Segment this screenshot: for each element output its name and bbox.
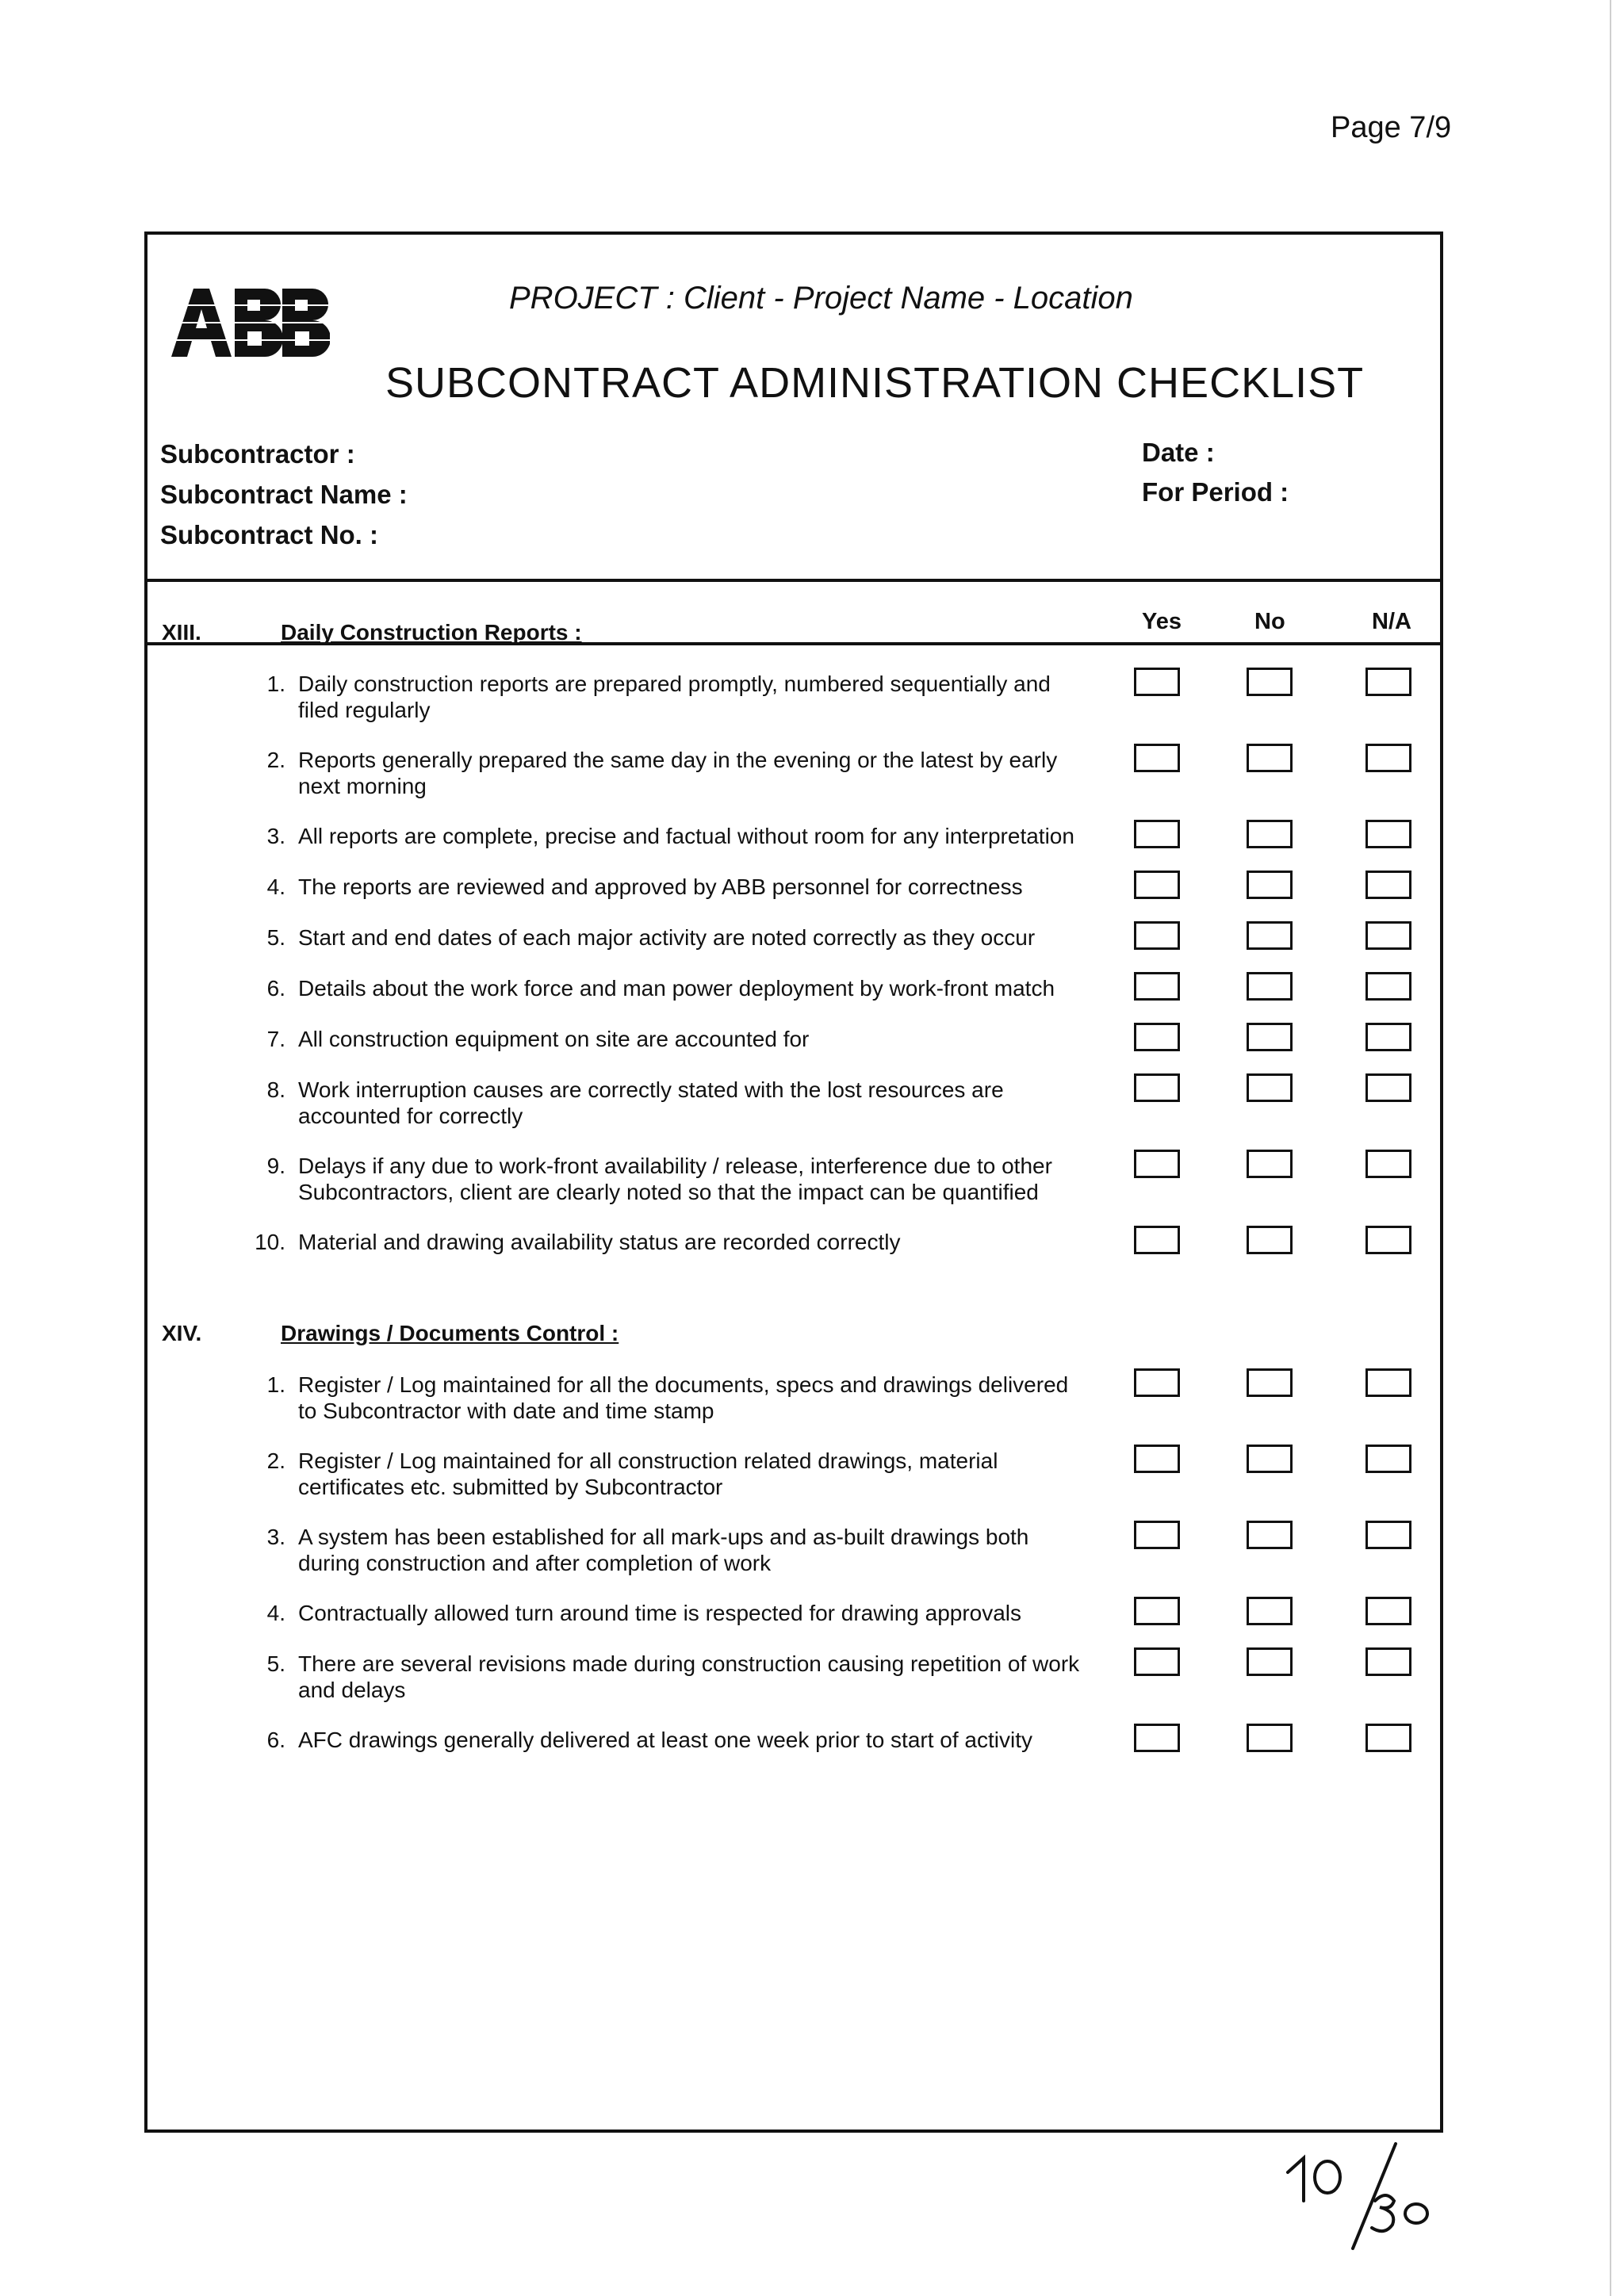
checkbox-no[interactable] bbox=[1247, 820, 1293, 848]
date-label: Date : bbox=[1142, 438, 1215, 467]
item-text: Contractually allowed turn around time is respected for drawing approvals bbox=[298, 1601, 1022, 1625]
item-text: All construction equipment on site are accounted for bbox=[298, 1027, 810, 1051]
checkbox-na[interactable] bbox=[1365, 1521, 1411, 1549]
item-number: 1. bbox=[266, 1372, 285, 1397]
item-number: 10. bbox=[255, 1230, 285, 1254]
checkbox-yes[interactable] bbox=[1134, 921, 1180, 950]
checkbox-na[interactable] bbox=[1365, 1150, 1411, 1178]
checkbox-no[interactable] bbox=[1247, 744, 1293, 772]
checkbox-na[interactable] bbox=[1365, 820, 1411, 848]
checkbox-no[interactable] bbox=[1247, 1647, 1293, 1676]
item-text: Start and end dates of each major activity are noted correctly as they occur bbox=[298, 925, 1036, 950]
item-text: Register / Log maintained for all construction related drawings, material certificates etc. submitted by Subcontractor bbox=[298, 1448, 998, 1499]
item-text: Material and drawing availability status are recorded correctly bbox=[298, 1230, 901, 1254]
item-number: 9. bbox=[266, 1154, 285, 1178]
item-number: 5. bbox=[266, 925, 285, 950]
scan-edge-line bbox=[1610, 0, 1611, 2296]
checkbox-na[interactable] bbox=[1365, 1445, 1411, 1473]
checkbox-na[interactable] bbox=[1365, 1647, 1411, 1676]
checkbox-na[interactable] bbox=[1365, 972, 1411, 1001]
item-number: 8. bbox=[266, 1077, 285, 1102]
checkbox-no[interactable] bbox=[1247, 1597, 1293, 1625]
checkbox-na[interactable] bbox=[1365, 1023, 1411, 1051]
item-number: 2. bbox=[266, 1448, 285, 1473]
checkbox-no[interactable] bbox=[1247, 972, 1293, 1001]
checkbox-no[interactable] bbox=[1247, 668, 1293, 696]
handwritten-page-count bbox=[1277, 2141, 1451, 2252]
period-label: For Period : bbox=[1142, 477, 1289, 507]
checkbox-na[interactable] bbox=[1365, 1597, 1411, 1625]
checkbox-no[interactable] bbox=[1247, 1368, 1293, 1397]
checkbox-no[interactable] bbox=[1247, 1724, 1293, 1752]
item-text: A system has been established for all mark-ups and as-built drawings both during construction and after completion of work bbox=[298, 1525, 1029, 1575]
checkbox-na[interactable] bbox=[1365, 744, 1411, 772]
checkbox-no[interactable] bbox=[1247, 1445, 1293, 1473]
item-text: Reports generally prepared the same day in the evening or the latest by early next morning bbox=[298, 748, 1058, 798]
checkbox-yes[interactable] bbox=[1134, 1521, 1180, 1549]
item-text: Details about the work force and man power deployment by work-front match bbox=[298, 976, 1055, 1001]
item-number: 4. bbox=[266, 1601, 285, 1625]
checkbox-yes[interactable] bbox=[1134, 1226, 1180, 1254]
checkbox-na[interactable] bbox=[1365, 921, 1411, 950]
item-text: AFC drawings generally delivered at least one week prior to start of activity bbox=[298, 1728, 1032, 1752]
checkbox-na[interactable] bbox=[1365, 668, 1411, 696]
subcontract-no-label: Subcontract No. : bbox=[160, 520, 379, 549]
item-text: Delays if any due to work-front availability / release, interference due to other Subcontractors, client are clearly noted so that the impact can be quantified bbox=[298, 1154, 1052, 1204]
checkbox-na[interactable] bbox=[1365, 1724, 1411, 1752]
checkbox-no[interactable] bbox=[1247, 1521, 1293, 1549]
item-number: 6. bbox=[266, 976, 285, 1001]
checkbox-no[interactable] bbox=[1247, 871, 1293, 899]
section-number: XIII. bbox=[162, 620, 201, 645]
item-number: 1. bbox=[266, 672, 285, 696]
form-header bbox=[147, 235, 1440, 582]
checkbox-yes[interactable] bbox=[1134, 1368, 1180, 1397]
checkbox-na[interactable] bbox=[1365, 871, 1411, 899]
item-number: 3. bbox=[266, 1525, 285, 1549]
checkbox-yes[interactable] bbox=[1134, 744, 1180, 772]
checkbox-yes[interactable] bbox=[1134, 1150, 1180, 1178]
checkbox-yes[interactable] bbox=[1134, 972, 1180, 1001]
checkbox-no[interactable] bbox=[1247, 1226, 1293, 1254]
section-number: XIV. bbox=[162, 1321, 202, 1345]
checkbox-yes[interactable] bbox=[1134, 668, 1180, 696]
item-text: Register / Log maintained for all the documents, specs and drawings delivered to Subcontractor with date and time stamp bbox=[298, 1372, 1069, 1423]
item-text: There are several revisions made during construction causing repetition of work and delays bbox=[298, 1651, 1080, 1702]
item-text: All reports are complete, precise and factual without room for any interpretation bbox=[298, 824, 1074, 848]
page-number: Page 7/9 bbox=[1331, 111, 1452, 144]
column-na: N/A bbox=[1372, 609, 1411, 634]
item-number: 5. bbox=[266, 1651, 285, 1676]
item-number: 4. bbox=[266, 874, 285, 899]
checkbox-yes[interactable] bbox=[1134, 1597, 1180, 1625]
item-text: Work interruption causes are correctly stated with the lost resources are accounted for correctly bbox=[298, 1077, 1004, 1128]
checkbox-na[interactable] bbox=[1365, 1226, 1411, 1254]
checkbox-no[interactable] bbox=[1247, 1073, 1293, 1102]
column-yes: Yes bbox=[1142, 609, 1182, 634]
checkbox-na[interactable] bbox=[1365, 1073, 1411, 1102]
checkbox-no[interactable] bbox=[1247, 1150, 1293, 1178]
checkbox-yes[interactable] bbox=[1134, 1647, 1180, 1676]
form-title: SUBCONTRACT ADMINISTRATION CHECKLIST bbox=[385, 359, 1365, 407]
section-title: Daily Construction Reports : bbox=[281, 620, 582, 645]
item-number: 6. bbox=[266, 1728, 285, 1752]
checkbox-yes[interactable] bbox=[1134, 1023, 1180, 1051]
checkbox-no[interactable] bbox=[1247, 921, 1293, 950]
checklist-frame bbox=[144, 232, 1443, 2133]
checkbox-yes[interactable] bbox=[1134, 1073, 1180, 1102]
item-text: Daily construction reports are prepared promptly, numbered sequentially and filed regularly bbox=[298, 672, 1051, 722]
checkbox-yes[interactable] bbox=[1134, 820, 1180, 848]
column-no: No bbox=[1254, 609, 1285, 634]
section-title: Drawings / Documents Control : bbox=[281, 1321, 619, 1345]
checkbox-yes[interactable] bbox=[1134, 871, 1180, 899]
subcontract-name-label: Subcontract Name : bbox=[160, 480, 408, 509]
project-line: PROJECT : Client - Project Name - Location bbox=[509, 281, 1133, 316]
item-number: 3. bbox=[266, 824, 285, 848]
checkbox-no[interactable] bbox=[1247, 1023, 1293, 1051]
item-number: 7. bbox=[266, 1027, 285, 1051]
item-text: The reports are reviewed and approved by ABB personnel for correctness bbox=[298, 874, 1023, 899]
checkbox-yes[interactable] bbox=[1134, 1445, 1180, 1473]
checkbox-na[interactable] bbox=[1365, 1368, 1411, 1397]
item-number: 2. bbox=[266, 748, 285, 772]
subcontractor-label: Subcontractor : bbox=[160, 439, 355, 469]
checkbox-yes[interactable] bbox=[1134, 1724, 1180, 1752]
abb-logo bbox=[171, 289, 330, 357]
